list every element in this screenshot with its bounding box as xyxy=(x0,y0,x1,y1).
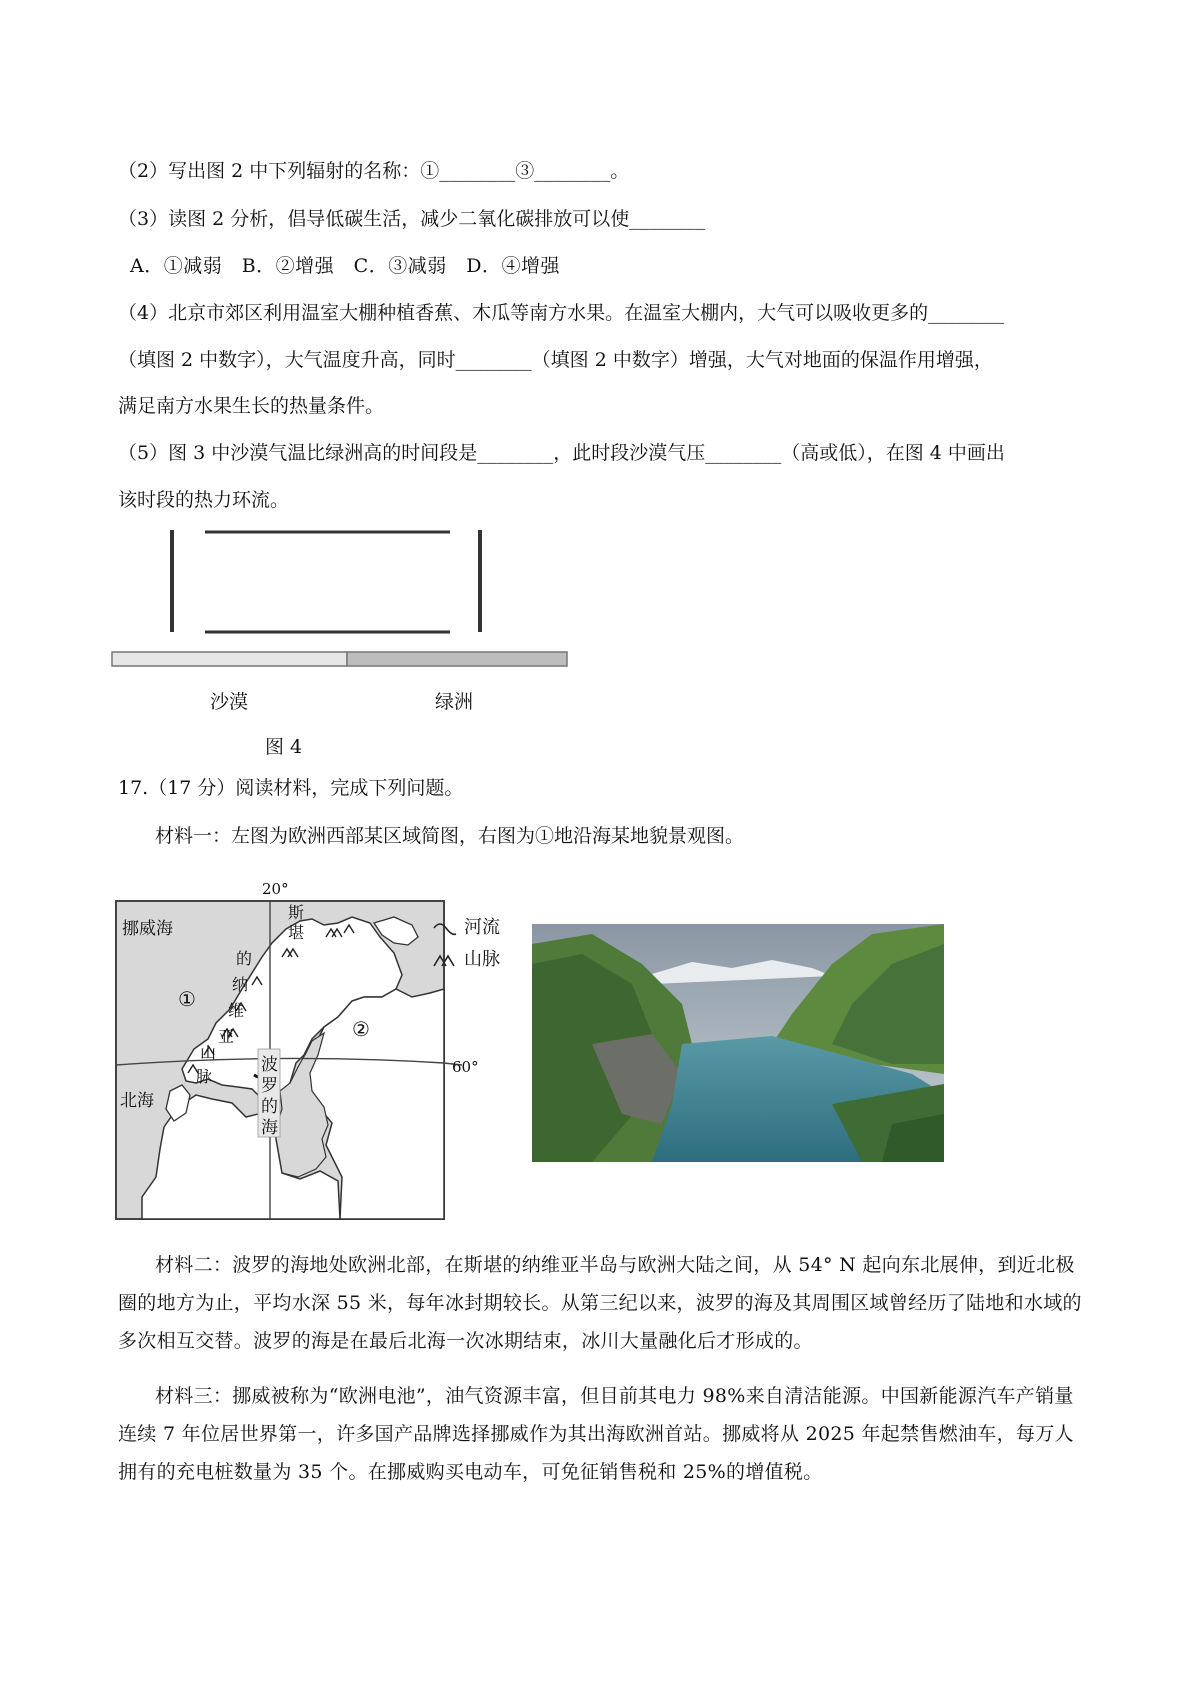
material-3: 材料三：挪威被称为“欧洲电池”，油气资源丰富，但目前其电力 98%来自清洁能源。中国新能源汽车产销量连续 7 年位居世界第一，许多国产品牌选择挪威作为其出海欧洲首站。挪威将从 2025 年起禁售燃油车，每万人拥有的充电桩数量为 35 个。在挪威购买电动车，可免征销售税和 25%的增值税。 xyxy=(118,1385,1074,1483)
material-2: 材料二：波罗的海地处欧洲北部，在斯堪的纳维亚半岛与欧洲大陆之间，从 54° N 起向东北展伸，到近北极圈的地方为止，平均水深 55 米，每年冰封期较长。从第三纪以来，波罗的海及其周围区域曾经历了陆地和水域的多次相互交替。波罗的海是在最后北海一次冰期结束，冰川大量融化后才形成的。 xyxy=(118,1254,1082,1352)
question-5-line-2: 该时段的热力环流。 xyxy=(118,489,290,511)
oasis-ground xyxy=(347,652,567,666)
norwegian-sea-label: 挪威海 xyxy=(122,919,173,939)
peninsula-char: 维 xyxy=(228,1001,245,1020)
question-3-options: A．①减弱 B．②增强 C．③减弱 D．④增强 xyxy=(130,255,560,277)
material-1: 材料一：左图为欧洲西部某区域简图，右图为①地沿海某地貌景观图。 xyxy=(155,825,745,847)
legend-river: 河流 xyxy=(432,912,500,944)
question-2: （2）写出图 2 中下列辐射的名称：①________③________。 xyxy=(118,160,630,182)
peninsula-char: 亚 xyxy=(218,1027,235,1046)
question-4-line-2: （填图 2 中数字），大气温度升高，同时________（填图 2 中数字）增强，大气对地面的保温作用增强， xyxy=(118,349,993,371)
peninsula-char: 斯 xyxy=(288,903,305,922)
oasis-label: 绿洲 xyxy=(435,691,474,713)
legend-mountain: 山脉 xyxy=(432,944,500,976)
question-4-line-1: （4）北京市郊区利用温室大棚种植香蕉、木瓜等南方水果。在温室大棚内，大气可以吸收更多的________ xyxy=(118,302,1005,324)
circulation-frame xyxy=(110,530,570,690)
peninsula-char: 脉 xyxy=(196,1067,213,1086)
fjord-photo xyxy=(532,924,944,1162)
desert-ground xyxy=(112,652,347,666)
map-legend xyxy=(432,912,500,976)
peninsula-char: 的 xyxy=(236,949,253,968)
question-17-title: 17.（17 分）阅读材料，完成下列问题。 xyxy=(118,777,464,799)
baltic-sea-label: 波 罗 的 海 xyxy=(261,1055,278,1138)
figure-4-caption: 图 4 xyxy=(265,736,303,758)
marker-1: ① xyxy=(178,987,196,1011)
latitude-label: 60° xyxy=(452,1058,479,1076)
question-3: （3）读图 2 分析，倡导低碳生活，减少二氧化碳排放可以使________ xyxy=(118,208,706,230)
river-icon xyxy=(432,920,458,936)
figure-4 xyxy=(110,530,570,710)
north-sea-label: 北海 xyxy=(120,1091,154,1111)
peninsula-char: 山 xyxy=(200,1043,217,1062)
question-4-line-3: 满足南方水果生长的热量条件。 xyxy=(118,395,385,417)
peninsula-char: 纳 xyxy=(232,975,249,994)
fjord-illustration xyxy=(532,924,944,1162)
desert-label: 沙漠 xyxy=(210,691,249,713)
peninsula-char: 堪 xyxy=(288,923,305,942)
marker-2: ② xyxy=(352,1017,370,1041)
mountain-icon xyxy=(432,952,458,968)
longitude-label: 20° xyxy=(262,880,289,898)
question-5-line-1: （5）图 3 中沙漠气温比绿洲高的时间段是________，此时段沙漠气压________（高或低），在图 4 中画出 xyxy=(118,442,1005,464)
